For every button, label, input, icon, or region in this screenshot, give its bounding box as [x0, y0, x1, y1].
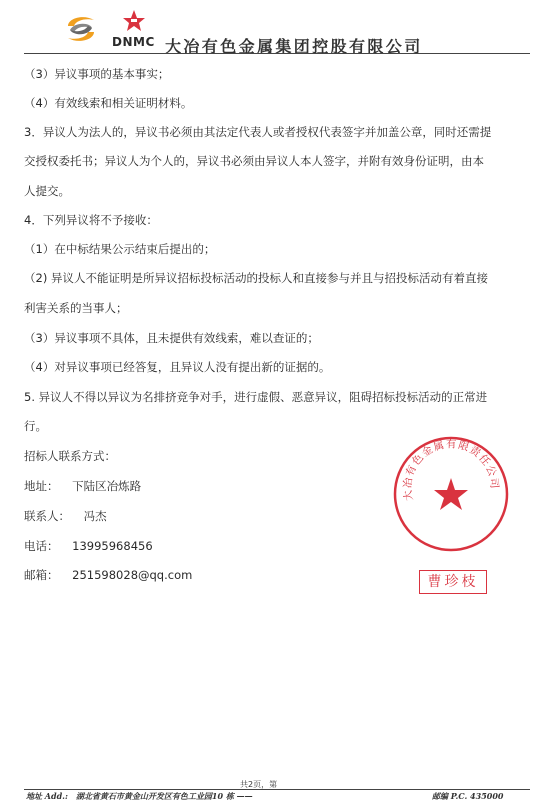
- footer-divider: [24, 789, 530, 790]
- address-value: 下陆区冶炼路: [72, 479, 142, 493]
- company-swirl-logo-icon: [64, 14, 98, 44]
- phone-value: 13995968456: [72, 539, 153, 553]
- dnmc-logo-text: DNMC: [112, 35, 155, 49]
- page-indicator: 共2页，第: [240, 780, 278, 789]
- header-divider: [24, 53, 530, 54]
- company-seal-stamp: [391, 434, 511, 554]
- email-value: 251598028@qq.com: [72, 568, 193, 582]
- item-4-evidence: （4）有效线索和相关证明材料。: [24, 96, 193, 110]
- item-3-facts: （3）异议事项的基本事实；: [24, 67, 170, 81]
- point-3-line-2: 交授权委托书；异议人为个人的，异议书必须由异议人本人签字，并附有效身份证明，由本: [24, 154, 484, 168]
- sub-item-4: （4）对异议事项已经答复，且异议人没有提出新的证据的。: [24, 360, 331, 374]
- contact-address: [24, 478, 141, 494]
- point-3-line-1: 3．异议人为法人的，异议书必须由其法定代表人或者授权代表签字并加盖公章，同时还需提: [24, 125, 492, 139]
- sub-item-3: （3）异议事项不具体，且未提供有效线索，难以查证的；: [24, 331, 319, 345]
- footer-postcode: 邮编 P.C. 435000: [432, 791, 504, 801]
- point-5-line-2: 行。: [24, 419, 47, 433]
- point-3-line-3: 人提交。: [24, 184, 70, 198]
- company-name: 大冶有色金属集团控股有限公司: [165, 37, 423, 56]
- address-label: 地址：: [24, 479, 59, 493]
- contact-email: [24, 567, 192, 583]
- sub-item-2-line-2: 利害关系的当事人；: [24, 301, 128, 315]
- seal-text: 大冶有色金属有限责任公司: [401, 438, 501, 502]
- footer-address: 地址 Add.: 湖北省黄石市黄金山开发区有色工业园10 栋 ——: [26, 791, 253, 801]
- dnmc-star-logo-icon: [117, 9, 151, 35]
- sub-item-2-line-1: （2) 异议人不能证明是所异议招标投标活动的投标人和直接参与并且与招投标活动有着直接: [24, 271, 488, 285]
- email-label: 邮箱：: [24, 568, 59, 582]
- sub-item-1: （1）在中标结果公示结束后提出的；: [24, 242, 216, 256]
- signature-stamp: 曹珍枝: [419, 570, 487, 594]
- person-label: 联系人：: [24, 509, 70, 523]
- contact-heading: 招标人联系方式：: [24, 449, 116, 463]
- contact-phone: [24, 538, 153, 554]
- phone-label: 电话：: [24, 539, 59, 553]
- contact-person: [24, 508, 107, 524]
- person-value: 冯杰: [83, 509, 107, 523]
- seal-star-icon: [434, 478, 468, 510]
- letterhead: [0, 0, 554, 56]
- point-4-heading: 4．下列异议将不予接收：: [24, 213, 158, 227]
- point-5-line-1: 5. 异议人不得以异议为名排挤竞争对手，进行虚假、恶意异议，阻碍招标投标活动的正常进: [24, 390, 488, 404]
